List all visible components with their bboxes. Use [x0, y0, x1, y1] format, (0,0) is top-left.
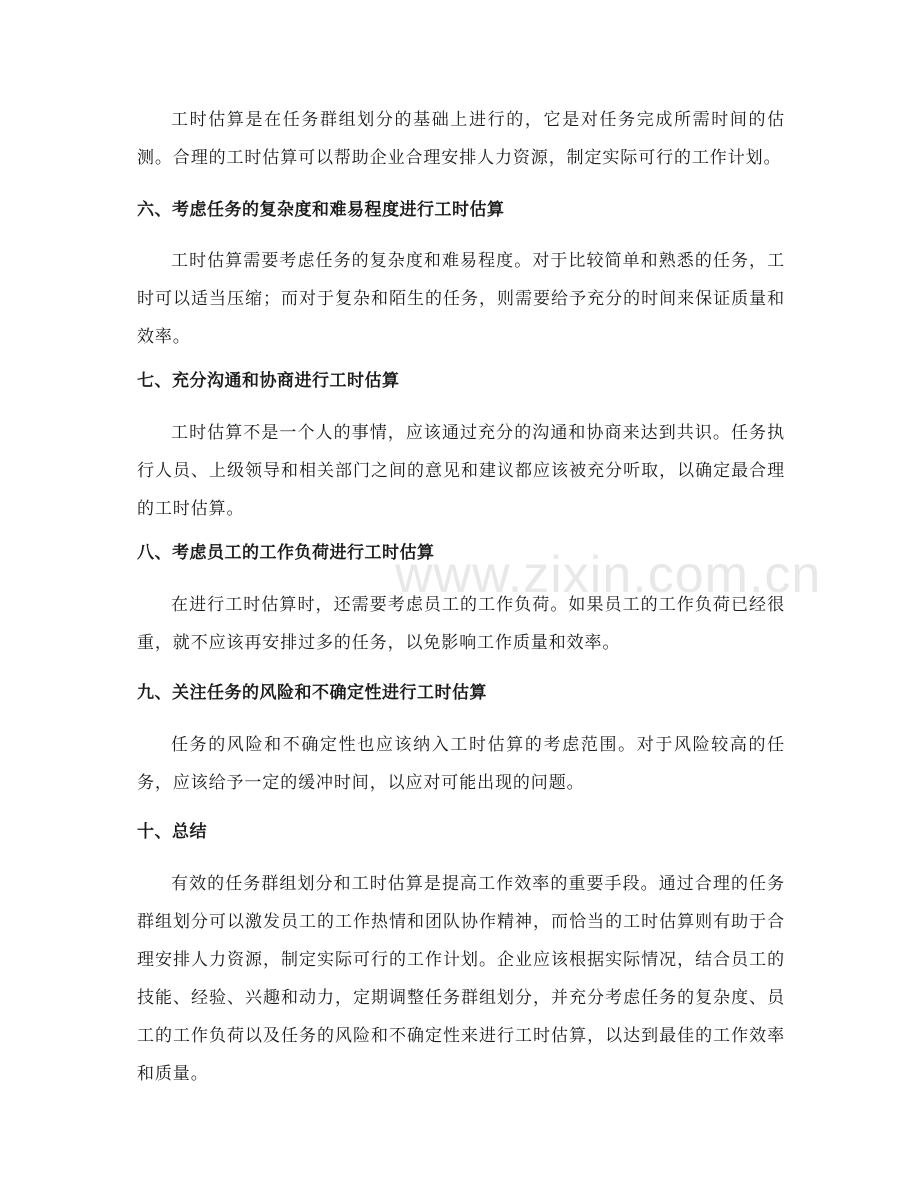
section-body-6: 工时估算需要考虑任务的复杂度和难易程度。对于比较简单和熟悉的任务，工时可以适当压缩；而对于复杂和陌生的任务，则需要给予充分的时间来保证质量和效率。: [137, 251, 785, 347]
watermark-text: www.zixin.com.cn: [395, 546, 822, 604]
section-body-8: 在进行工时估算时，还需要考虑员工的工作负荷。如果员工的工作负荷已经很重，就不应该再安排过多的任务，以免影响工作质量和效率。: [137, 595, 785, 653]
section-heading-7: 七、充分沟通和协商进行工时估算: [137, 371, 400, 391]
section-heading-6: 六、考虑任务的复杂度和难易程度进行工时估算: [137, 200, 505, 220]
section-body-7: 工时估算不是一个人的事情，应该通过充分的沟通和协商来达到共识。任务执行人员、上级领导和相关部门之间的意见和建议都应该被充分听取，以确定最合理的工时估算。: [137, 423, 785, 519]
section-heading-10: 十、总结: [137, 822, 207, 842]
section-body-10: 有效的任务群组划分和工时估算是提高工作效率的重要手段。通过合理的任务群组划分可以激发员工的工作热情和团队协作精神，而恰当的工时估算则有助于合理安排人力资源，制定实际可行的工作计划。企业应该根据实际情况，结合员工的技能、经验、兴趣和动力，定期调整任务群组划分，并充分考虑任务的复杂度、员工的工作负荷以及任务的风险和不确定性来进行工时估算，以达到最佳的工作效率和质量。: [137, 874, 785, 1084]
section-body-9: 任务的风险和不确定性也应该纳入工时估算的考虑范围。对于风险较高的任务，应该给予一定的缓冲时间，以应对可能出现的问题。: [137, 735, 785, 793]
section-heading-8: 八、考虑员工的工作负荷进行工时估算: [137, 543, 435, 563]
section-heading-9: 九、关注任务的风险和不确定性进行工时估算: [137, 683, 487, 703]
intro-paragraph: 工时估算是在任务群组划分的基础上进行的，它是对任务完成所需时间的估测。合理的工时估算可以帮助企业合理安排人力资源，制定实际可行的工作计划。: [137, 110, 785, 168]
